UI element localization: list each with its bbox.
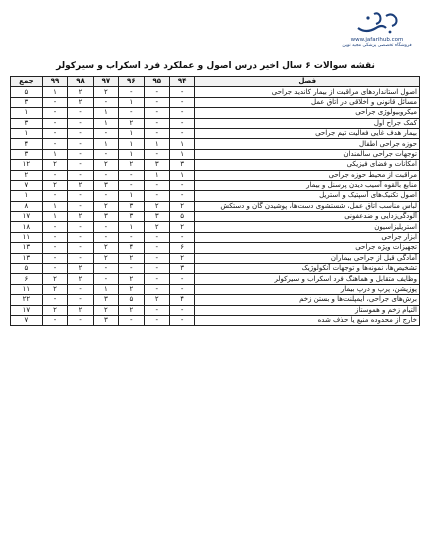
question-count-cell: - [42, 222, 67, 232]
question-count-cell: - [93, 222, 118, 232]
question-count-cell: - [42, 170, 67, 180]
chapter-name-cell: لباس مناسب اتاق عمل، شستشوی دست‌ها، پوشیدن گان و دستکش [195, 201, 420, 211]
exam-map-table-wrapper [10, 76, 420, 326]
question-count-cell: ۲ [93, 253, 118, 263]
question-count-cell: ۲ [42, 274, 67, 284]
question-count-cell: - [144, 149, 169, 159]
question-count-cell: - [42, 139, 67, 149]
total-cell: ۱ [11, 191, 43, 201]
total-cell: ۷ [11, 180, 43, 190]
total-cell: ۵ [11, 264, 43, 274]
question-count-cell: - [144, 191, 169, 201]
question-count-cell: ۲ [42, 160, 67, 170]
question-count-cell: - [169, 118, 194, 128]
chapter-name-cell: برش‌های جراحی، ایمپلنت‌ها و بستن زخم [195, 295, 420, 305]
table-row [11, 180, 420, 190]
question-count-cell: - [169, 284, 194, 294]
question-count-cell: - [68, 118, 93, 128]
question-count-cell: - [68, 160, 93, 170]
question-count-cell: ۱ [93, 139, 118, 149]
chapter-name-cell: التیام زخم و هموستاز [195, 305, 420, 315]
question-count-cell: - [68, 128, 93, 138]
question-count-cell: - [42, 264, 67, 274]
question-count-cell: ۲ [119, 274, 144, 284]
table-row [11, 191, 420, 201]
question-count-cell: ۲ [68, 87, 93, 97]
question-count-cell: - [68, 253, 93, 263]
question-count-cell: ۱ [144, 139, 169, 149]
question-count-cell: - [68, 149, 93, 159]
question-count-cell: ۳ [144, 212, 169, 222]
total-cell: ۱۸ [11, 222, 43, 232]
table-row [11, 222, 420, 232]
table-row [11, 253, 420, 263]
question-count-cell: - [68, 108, 93, 118]
question-count-cell: ۳ [93, 295, 118, 305]
chapter-name-cell: بیمار هدف غایی فعالیت تیم جراحی [195, 128, 420, 138]
question-count-cell: - [169, 180, 194, 190]
table-row [11, 295, 420, 305]
header-year-96: ۹۶ [119, 77, 144, 87]
question-count-cell: ۳ [119, 201, 144, 211]
table-row [11, 118, 420, 128]
header-year-94: ۹۴ [169, 77, 194, 87]
question-count-cell: ۲ [42, 305, 67, 315]
exam-map-table [10, 76, 420, 326]
chapter-name-cell: پوزیشن، پرپ و درپ بیمار [195, 284, 420, 294]
table-row [11, 97, 420, 107]
chapter-name-cell: ابزار جراحی [195, 232, 420, 242]
question-count-cell: - [119, 232, 144, 242]
publisher-logo [337, 10, 417, 54]
question-count-cell: - [93, 274, 118, 284]
total-cell: ۱۳ [11, 243, 43, 253]
question-count-cell: - [169, 305, 194, 315]
question-count-cell: - [169, 87, 194, 97]
header-year-95: ۹۵ [144, 77, 169, 87]
question-count-cell: - [144, 243, 169, 253]
question-count-cell: - [169, 232, 194, 242]
question-count-cell: - [144, 305, 169, 315]
question-count-cell: ۳ [119, 212, 144, 222]
question-count-cell: ۲ [68, 305, 93, 315]
question-count-cell: - [144, 264, 169, 274]
total-cell: ۷ [11, 315, 43, 325]
question-count-cell: - [169, 274, 194, 284]
question-count-cell: ۲ [119, 160, 144, 170]
table-row [11, 149, 420, 159]
total-cell: ۵ [11, 87, 43, 97]
question-count-cell: ۳ [144, 160, 169, 170]
table-row [11, 212, 420, 222]
chapter-name-cell: وظایف متقابل و هماهنگ فرد اسکراب و سیرکولر [195, 274, 420, 284]
question-count-cell: - [144, 108, 169, 118]
question-count-cell: ۲ [93, 243, 118, 253]
question-count-cell: ۱ [93, 108, 118, 118]
question-count-cell: ۲ [42, 284, 67, 294]
total-cell: ۲۲ [11, 295, 43, 305]
question-count-cell: - [119, 87, 144, 97]
question-count-cell: ۱ [42, 87, 67, 97]
table-row [11, 264, 420, 274]
total-cell: ۲ [11, 170, 43, 180]
question-count-cell: - [68, 139, 93, 149]
question-count-cell: - [93, 264, 118, 274]
chapter-name-cell: تجهیزات ویژه جراحی [195, 243, 420, 253]
question-count-cell: ۲ [169, 222, 194, 232]
table-row [11, 243, 420, 253]
question-count-cell: ۱ [119, 222, 144, 232]
header-year-97: ۹۷ [93, 77, 118, 87]
question-count-cell: - [119, 108, 144, 118]
chapter-name-cell: خارج از محدوده منبع یا حذف شده [195, 315, 420, 325]
question-count-cell: - [169, 128, 194, 138]
total-cell: ۱۲ [11, 160, 43, 170]
chapter-name-cell: منابع بالقوه آسیب دیدن پرسنل و بیمار [195, 180, 420, 190]
question-count-cell: ۲ [119, 284, 144, 294]
total-cell: ۳ [11, 97, 43, 107]
question-count-cell: - [42, 253, 67, 263]
question-count-cell: ۱ [119, 191, 144, 201]
question-count-cell: ۲ [169, 201, 194, 211]
question-count-cell: - [68, 191, 93, 201]
question-count-cell: ۱ [42, 149, 67, 159]
question-count-cell: - [42, 232, 67, 242]
question-count-cell: - [68, 284, 93, 294]
question-count-cell: - [42, 128, 67, 138]
question-count-cell: ۲ [68, 264, 93, 274]
question-count-cell: ۱ [42, 212, 67, 222]
table-row [11, 108, 420, 118]
table-row [11, 274, 420, 284]
question-count-cell: - [119, 315, 144, 325]
table-body [11, 87, 420, 326]
total-cell: ۴ [11, 139, 43, 149]
chapter-name-cell: امکانات و فضای فیزیکی [195, 160, 420, 170]
total-cell: ۱۱ [11, 232, 43, 242]
header-year-99: ۹۹ [42, 77, 67, 87]
question-count-cell: - [42, 118, 67, 128]
total-cell: ۱۱ [11, 284, 43, 294]
question-count-cell: ۱ [169, 170, 194, 180]
header-total: جمع [11, 77, 43, 87]
question-count-cell: ۲ [93, 305, 118, 315]
question-count-cell: ۳ [169, 160, 194, 170]
question-count-cell: - [42, 191, 67, 201]
question-count-cell: ۲ [169, 253, 194, 263]
total-cell: ۸ [11, 201, 43, 211]
site-url: www.jafarihub.com [350, 37, 404, 43]
question-count-cell: ۴ [119, 243, 144, 253]
question-count-cell: ۲ [42, 180, 67, 190]
question-count-cell: ۲ [68, 97, 93, 107]
question-count-cell: - [144, 128, 169, 138]
question-count-cell: ۱ [119, 149, 144, 159]
header-chapter: فصل [195, 77, 420, 87]
table-row [11, 128, 420, 138]
question-count-cell: ۲ [93, 87, 118, 97]
total-cell: ۳ [11, 149, 43, 159]
question-count-cell: - [93, 232, 118, 242]
question-count-cell: ۳ [169, 264, 194, 274]
question-count-cell: ۱ [93, 284, 118, 294]
table-row [11, 87, 420, 97]
question-count-cell: ۲ [93, 160, 118, 170]
question-count-cell: ۵ [119, 295, 144, 305]
question-count-cell: - [68, 243, 93, 253]
question-count-cell: ۱ [119, 139, 144, 149]
chapter-name-cell: مراقبت از محیط حوزه جراحی [195, 170, 420, 180]
chapter-name-cell: مسائل قانونی و اخلاقی در اتاق عمل [195, 97, 420, 107]
question-count-cell: - [68, 170, 93, 180]
question-count-cell: - [144, 284, 169, 294]
table-row [11, 232, 420, 242]
question-count-cell: ۲ [144, 295, 169, 305]
total-cell: ۳ [11, 118, 43, 128]
total-cell: ۱۳ [11, 253, 43, 263]
question-count-cell: - [68, 315, 93, 325]
table-row [11, 315, 420, 325]
chapter-name-cell: اصول تکنیک‌های آسپتیک و استریل [195, 191, 420, 201]
question-count-cell: - [144, 315, 169, 325]
table-row [11, 160, 420, 170]
question-count-cell: - [144, 87, 169, 97]
header-year-98: ۹۸ [68, 77, 93, 87]
page-title: نقشه سوالات ۶ سال اخیر درس اصول و عملکرد فرد اسکراب و سیرکولر [56, 61, 375, 71]
site-tagline: فروشگاه تخصصی پزشکی مجید نوین [342, 43, 412, 48]
chapter-name-cell: حوزه جراحی اطفال [195, 139, 420, 149]
question-count-cell: ۱ [42, 201, 67, 211]
question-count-cell: ۳ [93, 180, 118, 190]
question-count-cell: ۱ [119, 128, 144, 138]
question-count-cell: ۲ [93, 201, 118, 211]
question-count-cell: ۳ [93, 315, 118, 325]
chapter-name-cell: آلودگی‌زدایی و ضدعفونی [195, 212, 420, 222]
question-count-cell: ۲ [119, 118, 144, 128]
question-count-cell: - [42, 315, 67, 325]
question-count-cell: - [93, 149, 118, 159]
chapter-name-cell: توجهات جراحی سالمندان [195, 149, 420, 159]
question-count-cell: ۲ [68, 274, 93, 284]
question-count-cell: ۱ [119, 97, 144, 107]
question-count-cell: ۲ [68, 180, 93, 190]
question-count-cell: ۱ [169, 149, 194, 159]
question-count-cell: - [93, 97, 118, 107]
question-count-cell: - [144, 232, 169, 242]
question-count-cell: - [42, 97, 67, 107]
question-count-cell: ۴ [169, 295, 194, 305]
total-cell: ۱۷ [11, 212, 43, 222]
question-count-cell: - [68, 295, 93, 305]
question-count-cell: ۱ [93, 118, 118, 128]
chapter-name-cell: آمادگی قبل از جراحی بیماران [195, 253, 420, 263]
total-cell: ۱۷ [11, 305, 43, 315]
question-count-cell: - [169, 108, 194, 118]
question-count-cell: - [93, 191, 118, 201]
question-count-cell: - [93, 170, 118, 180]
question-count-cell: - [42, 108, 67, 118]
table-row [11, 284, 420, 294]
total-cell: ۱ [11, 128, 43, 138]
question-count-cell: - [144, 274, 169, 284]
question-count-cell: - [68, 222, 93, 232]
question-count-cell: ۲ [144, 222, 169, 232]
question-count-cell: - [119, 264, 144, 274]
total-cell: ۱ [11, 108, 43, 118]
question-count-cell: ۱ [169, 139, 194, 149]
chapter-name-cell: تشخیص‌ها، نمونه‌ها و توجهات آنکولوژیک [195, 264, 420, 274]
table-row [11, 305, 420, 315]
question-count-cell: ۱ [144, 170, 169, 180]
table-row [11, 139, 420, 149]
question-count-cell: - [144, 118, 169, 128]
chapter-name-cell: اصول استانداردهای مراقبت از بیمار کاندید جراحی [195, 87, 420, 97]
question-count-cell: - [169, 315, 194, 325]
question-count-cell: - [119, 170, 144, 180]
question-count-cell: ۲ [119, 253, 144, 263]
question-count-cell: - [93, 128, 118, 138]
table-header-row [11, 77, 420, 87]
total-cell: ۶ [11, 274, 43, 284]
question-count-cell: - [169, 191, 194, 201]
question-count-cell: - [144, 253, 169, 263]
chapter-name-cell: میکروبیولوژی جراحی [195, 108, 420, 118]
question-count-cell: ۲ [68, 212, 93, 222]
publisher-logo-icon [352, 10, 402, 36]
question-count-cell: ۵ [169, 212, 194, 222]
question-count-cell: - [42, 243, 67, 253]
question-count-cell: - [68, 201, 93, 211]
question-count-cell: ۶ [169, 243, 194, 253]
question-count-cell: - [144, 180, 169, 190]
table-row [11, 201, 420, 211]
question-count-cell: ۳ [93, 212, 118, 222]
question-count-cell: - [42, 295, 67, 305]
question-count-cell: - [68, 232, 93, 242]
chapter-name-cell: کمک جراح اول [195, 118, 420, 128]
chapter-name-cell: استریلیزاسیون [195, 222, 420, 232]
question-count-cell: - [119, 180, 144, 190]
table-row [11, 170, 420, 180]
question-count-cell: - [169, 97, 194, 107]
question-count-cell: ۲ [144, 201, 169, 211]
question-count-cell: - [144, 97, 169, 107]
question-count-cell: ۲ [119, 305, 144, 315]
